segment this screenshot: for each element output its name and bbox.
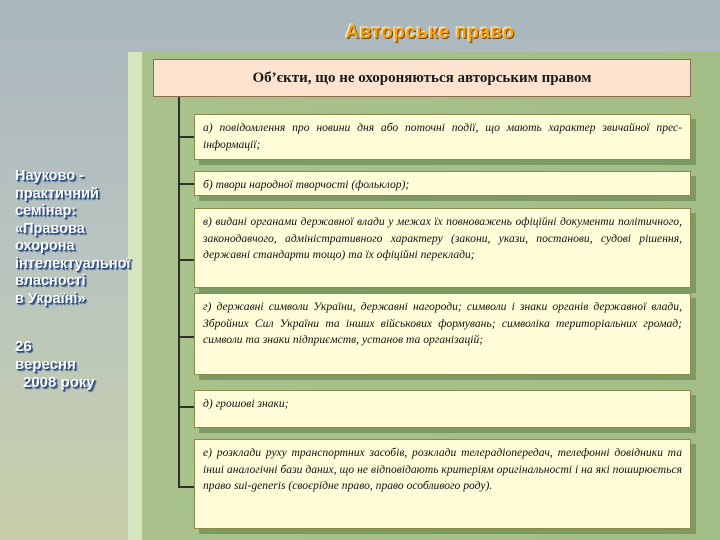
list-item-d: г) державні символи України, державні нагороди; символи і знаки органів державної влади, Збройних Сил України та інших військових формувань; символіка територіальних громад; символи та знаки підприємств, установ та організацій; bbox=[194, 293, 691, 375]
seminar-line: Науково - bbox=[15, 168, 84, 184]
tree-branch bbox=[178, 136, 194, 138]
date-year: 2008 року bbox=[23, 374, 95, 391]
list-item-a: а) повідомлення про новини дня або поточні події, що мають характер звичайної прес-інформації; bbox=[194, 114, 691, 160]
seminar-line: практичний bbox=[15, 185, 99, 202]
seminar-line: охорона bbox=[15, 238, 75, 254]
seminar-line: «Правова bbox=[15, 220, 85, 237]
tree-branch bbox=[178, 259, 194, 261]
date-month: вересня bbox=[15, 356, 76, 373]
list-item-b: б) твори народної творчості (фольклор); bbox=[194, 171, 691, 196]
tree-branch bbox=[178, 336, 194, 338]
seminar-caption bbox=[15, 168, 175, 308]
list-item-f: е) розклади руху транспортних засобів, розклади телерадіопередач, телефонні довідники та інші аналогічні бази даних, що не відповідають критеріям оригінальності і на які поширюється право sui-generis (своєрідне право, право особливого роду). bbox=[194, 439, 691, 529]
list-item-e: д) грошові знаки; bbox=[194, 390, 691, 428]
seminar-line: в Україні» bbox=[15, 290, 86, 307]
header-box bbox=[153, 59, 691, 97]
list-item-c: в) видані органами державної влади у межах їх повноважень офіційні документи політичного, законодавчого, адміністративного характеру (закони, укази, постанови, судові рішення, державні стандарти тощо) та їх офіційні переклади; bbox=[194, 208, 691, 288]
seminar-line: власності bbox=[15, 273, 86, 289]
date-day: 26 bbox=[15, 338, 32, 355]
tree-branch bbox=[178, 183, 194, 185]
slide-title: Авторське право bbox=[345, 22, 515, 43]
seminar-line: семінар: bbox=[15, 203, 77, 219]
tree-connector bbox=[178, 97, 180, 488]
header-text: Об’єкти, що не охороняються авторським правом bbox=[252, 69, 592, 86]
tree-branch bbox=[178, 406, 194, 408]
seminar-date bbox=[15, 338, 175, 392]
tree-branch bbox=[178, 486, 194, 488]
seminar-line: інтелектуальної bbox=[15, 255, 131, 272]
